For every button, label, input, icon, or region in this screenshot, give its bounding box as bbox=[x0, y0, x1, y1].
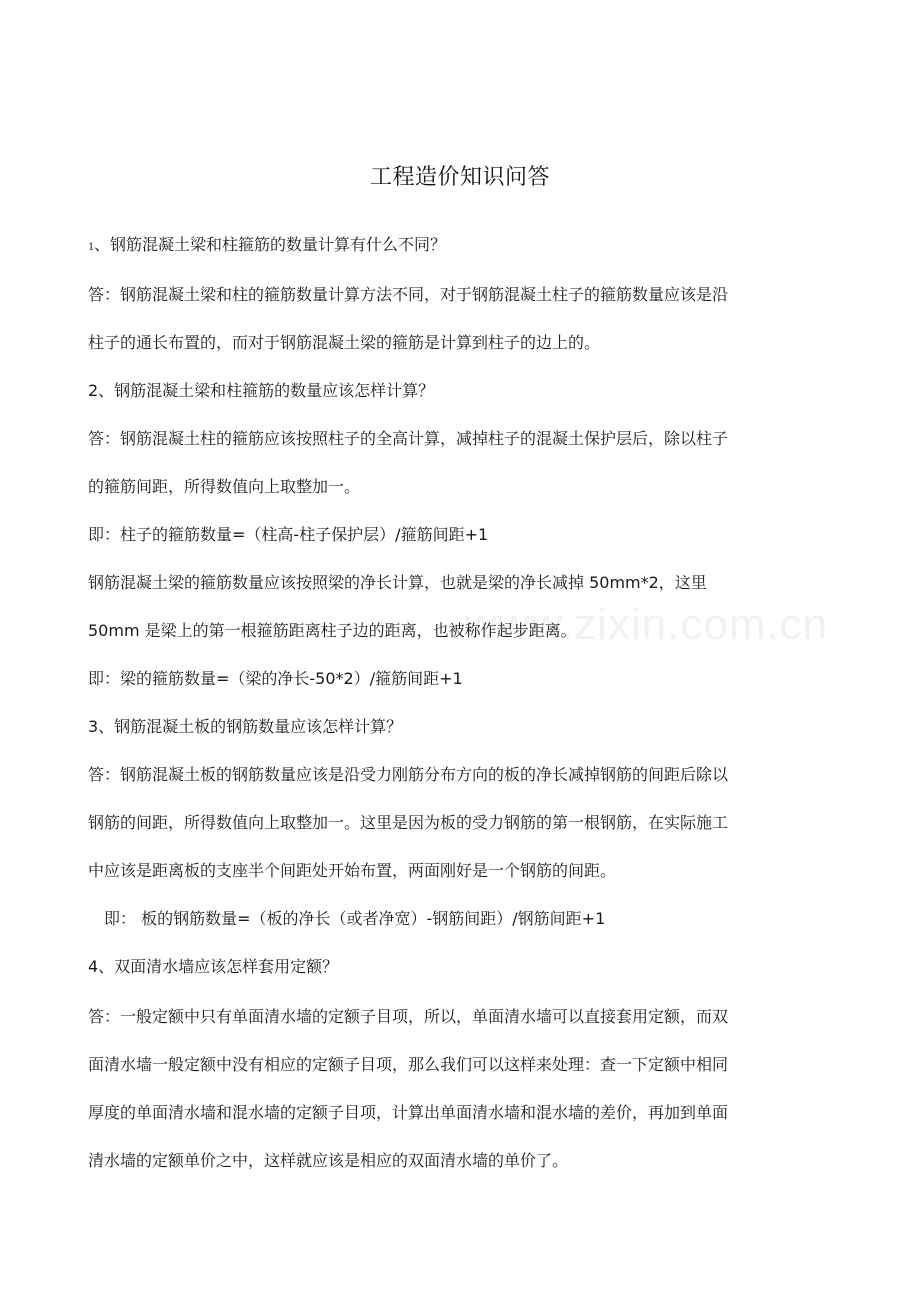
question-4-heading: 4、双面清水墙应该怎样套用定额？ bbox=[88, 957, 339, 976]
answer-2-line-2: 的箍筋间距，所得数值向上取整加一。 bbox=[88, 477, 361, 496]
answer-1-line-1: 答：钢筋混凝土梁和柱的箍筋数量计算方法不同，对于钢筋混凝土柱子的箍筋数量应该是沿 bbox=[88, 285, 729, 304]
answer-4-line-4: 清水墙的定额单价之中，这样就应该是相应的双面清水墙的单价了。 bbox=[88, 1151, 569, 1170]
answer-2-line-3: 钢筋混凝土梁的箍筋数量应该按照梁的净长计算，也就是梁的净长减掉 50mm*2，这里 bbox=[88, 573, 707, 592]
answer-3-line-3: 中应该是距离板的支座半个间距处开始布置，两面刚好是一个钢筋的间距。 bbox=[88, 861, 617, 880]
page-title: 工程造价知识问答 bbox=[369, 165, 550, 190]
watermark: www.zixin.com.cn bbox=[465, 600, 829, 649]
question-1-heading bbox=[88, 232, 446, 259]
answer-2-line-1: 答：钢筋混凝土柱的箍筋应该按照柱子的全高计算，减掉柱子的混凝土保护层后，除以柱子 bbox=[88, 429, 729, 448]
answer-4-line-3: 厚度的单面清水墙和混水墙的定额子目项，计算出单面清水墙和混水墙的差价，再加到单面 bbox=[88, 1103, 729, 1122]
formula-beam-stirrups: 即：梁的箍筋数量=（梁的净长-50*2）/箍筋间距+1 bbox=[88, 669, 463, 688]
formula-slab-bars: 即： 板的钢筋数量=（板的净长（或者净宽）-钢筋间距）/钢筋间距+1 bbox=[104, 909, 606, 928]
answer-3-line-1: 答：钢筋混凝土板的钢筋数量应该是沿受力刚筋分布方向的板的净长减掉钢筋的间距后除以 bbox=[88, 765, 729, 784]
question-2-heading: 2、钢筋混凝土梁和柱箍筋的数量应该怎样计算？ bbox=[88, 381, 435, 400]
answer-4-line-1: 答：一般定额中只有单面清水墙的定额子目项，所以，单面清水墙可以直接套用定额，而双 bbox=[88, 1007, 729, 1026]
question-1-number: 1 bbox=[88, 239, 94, 253]
answer-2-line-4: 50mm 是梁上的第一根箍筋距离柱子边的距离，也被称作起步距离。 bbox=[88, 621, 577, 640]
answer-1-line-2: 柱子的通长布置的，而对于钢筋混凝土梁的箍筋是计算到柱子的边上的。 bbox=[88, 333, 601, 352]
question-1-text: 、钢筋混凝土梁和柱箍筋的数量计算有什么不同？ bbox=[94, 235, 447, 254]
answer-4-line-2: 面清水墙一般定额中没有相应的定额子目项，那么我们可以这样来处理：查一下定额中相同 bbox=[88, 1055, 729, 1074]
formula-column-stirrups: 即：柱子的箍筋数量=（柱高-柱子保护层）/箍筋间距+1 bbox=[88, 525, 489, 544]
answer-3-line-2: 钢筋的间距，所得数值向上取整加一。这里是因为板的受力钢筋的第一根钢筋，在实际施工 bbox=[88, 813, 729, 832]
question-3-heading: 3、钢筋混凝土板的钢筋数量应该怎样计算？ bbox=[88, 717, 403, 736]
